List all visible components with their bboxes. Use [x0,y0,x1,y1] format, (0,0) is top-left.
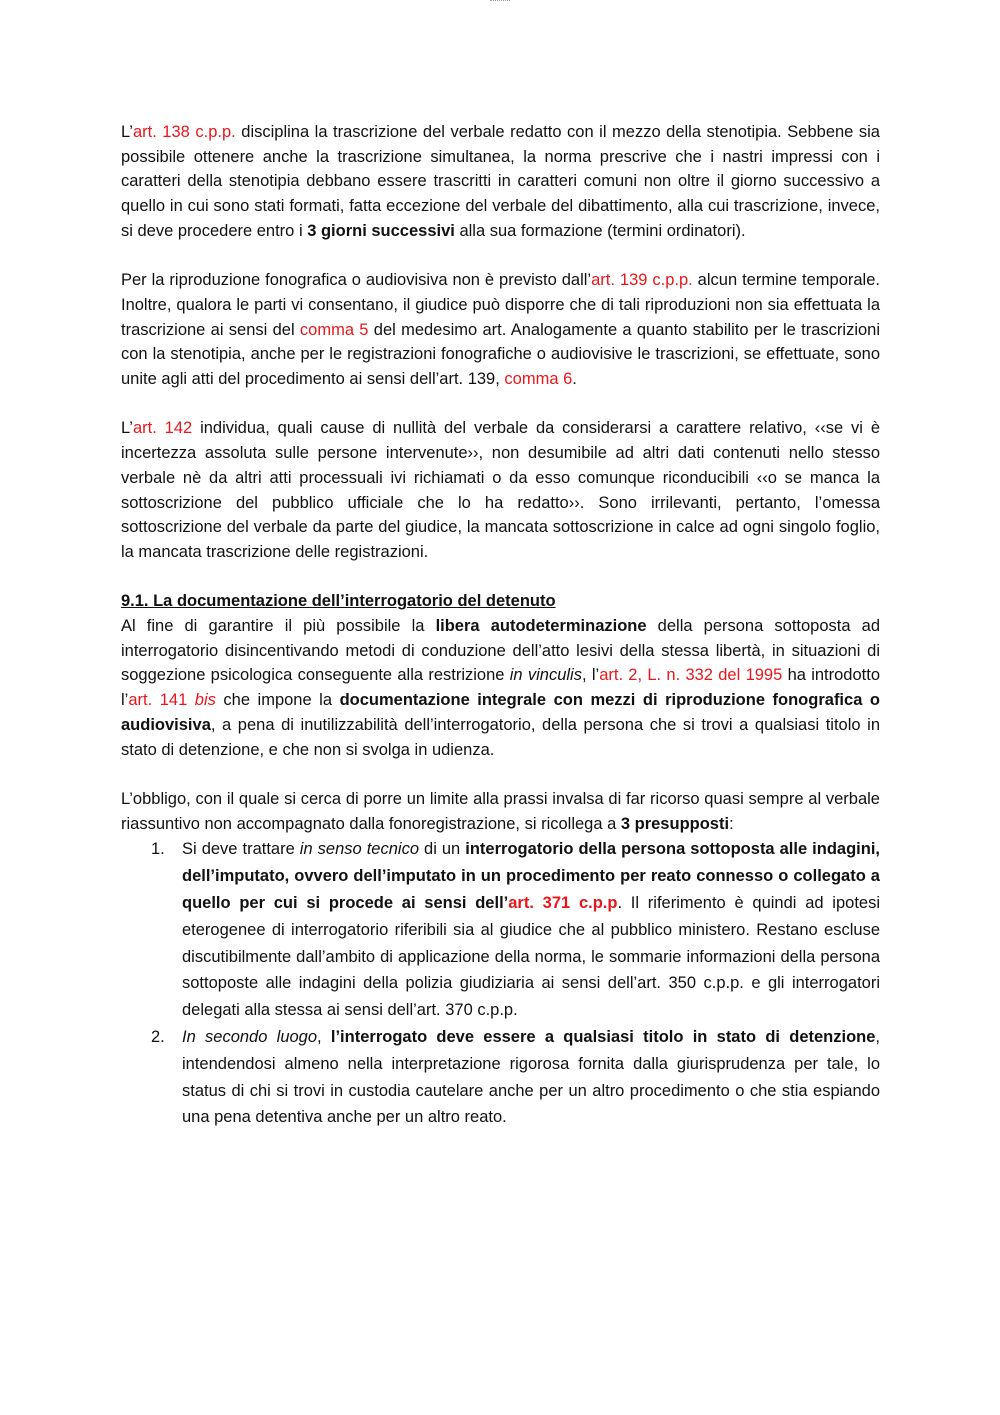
text: , l’ [581,666,600,685]
legal-reference-link: comma 5 [299,320,369,339]
bold-text: l’interrogato deve essere a qualsiasi titolo in stato di detenzione [330,1027,876,1046]
italic-text: in senso tecnico [299,840,419,859]
italic-text: In secondo luogo [182,1027,318,1046]
text: L’ [121,123,133,141]
legal-reference-link: art. 138 c.p.p. [132,123,236,141]
presupposti-list [121,836,880,1131]
list-number: 2. [151,1027,165,1046]
legal-reference-link: art. 141 [128,691,195,710]
bold-text: 3 presupposti [620,814,730,833]
text: : [729,814,734,833]
text: Al fine di garantire il più possibile la [121,617,436,636]
legal-reference-link: art. 2, L. n. 332 del 1995 [599,666,783,685]
text: di un [419,840,466,859]
bold-text: documentazione integrale con mezzi di riproduzione fonografica o audiovisiva [121,691,880,734]
legal-reference-italic: bis [194,691,216,710]
text: Si deve trattare [182,840,300,859]
list-number: 1. [151,840,165,859]
paragraph-art-138 [121,120,880,244]
paragraph-obbligo [121,787,880,836]
legal-reference-link: art. 371 c.p.p [508,893,618,912]
list-item [121,1024,880,1131]
legal-reference-link: art. 139 c.p.p. [591,271,693,290]
text: L’ [121,419,133,438]
page-header-mark [490,0,510,4]
section-heading: 9.1. La documentazione dell’interrogatorio del detenuto [121,592,556,611]
text: individua, quali cause di nullità del verbale da considerarsi a carattere relativo, ‹‹se vi è incertezza assoluta sulle persone intervenute››, non desumibile ad altri dati contenuti nello stesso verbale nè da altri atti processuali ivi richiamati o da esso comunque riconducibili ‹‹o se manca la sottoscrizione del pubblico ufficiale che lo ha redatto››. Sono irrilevanti, pertanto, l’omessa sottoscrizione del verbale da parte del giudice, la mancata sottoscrizione in calce ad ogni singolo foglio, la mancata trascrizione delle registrazioni. [121,419,880,561]
paragraph-art-141-bis [121,614,880,762]
text: Per la riproduzione fonografica o audiovisiva non è previsto dall’ [121,271,592,290]
text: che impone la [215,691,340,710]
text: , a pena di inutilizzabilità dell’interrogatorio, della persona che si trovi a qualsiasi titolo in stato di detenzione, e che non si svolga in udienza. [121,715,880,759]
bold-text: libera autodeterminazione [435,617,647,636]
text: disciplina la trascrizione del verbale redatto con il mezzo della stenotipia. Sebbene sia possibile ottenere anche la trascrizione simultanea, la norma prescrive che i nastri impressi con i caratteri della stenotipia debbano essere trascritti in caratteri comuni non oltre il giorno successivo a quello in cui sono stati formati, fatta eccezione del verbale del dibattimento, alla cui trascrizione, invece, si deve procedere entro i [121,123,880,240]
list-item [121,836,880,1024]
text: . Il riferimento è quindi ad ipotesi eterogenee di interrogatorio riferibili sia al giudice che al pubblico ministero. Restano escluse discutibilmente dall’ambito di applicazione della norma, le sommarie informazioni della persona sottoposte alle indagini della polizia giudiziaria ai sensi dell’art. 350 c.p.p. e gli interrogatori delegati alla stessa ai sensi dell’art. 370 c.p.p. [182,893,880,1020]
text: alla sua formazione (termini ordinatori). [454,221,746,240]
text: L’obbligo, con il quale si cerca di porre un limite alla prassi invalsa di far ricorso quasi sempre al verbale riassuntivo non accompagnato dalla fonoregistrazione, si ricollega a [121,789,880,833]
document-body [121,120,880,1131]
text: ha introdotto l’ [121,666,880,710]
legal-reference-link: comma 6 [504,370,573,389]
bold-text: 3 giorni successivi [307,221,455,240]
italic-text: in vinculis [509,666,582,685]
paragraph-art-139 [121,268,880,392]
legal-reference-link: art. 142 [132,419,193,438]
text: , intendendosi almeno nella interpretazione rigorosa fornita dalla giurisprudenza per tale, lo status di chi si trovi in custodia cautelare anche per un altro procedimento o che stia espiando una pena detentiva anche per un altro reato. [182,1027,881,1127]
text: . [572,370,577,389]
text: del medesimo art. Analogamente a quanto stabilito per le trascrizioni con la stenotipia, anche per le registrazioni fonografiche o audiovisive le trascrizioni, se effettuate, sono unite agli atti del procedimento ai sensi dell’art. 139, [121,320,880,389]
bold-text: interrogatorio della persona sottoposta alle indagini, dell’imputato, ovvero dell’imputato in un procedimento per reato connesso o collegato a quello per cui si procede ai sensi dell’ [182,840,881,912]
text: , [317,1027,331,1046]
text: alcun termine temporale. Inoltre, qualora le parti vi consentano, il giudice può disporre che di tali riproduzioni non sia effettuata la trascrizione ai sensi del [121,271,880,339]
paragraph-art-142 [121,416,880,564]
text: della persona sottoposta ad interrogatorio disincentivando metodi di conduzione dell’atto lesivi della stessa libertà, in situazioni di soggezione psicologica conseguente alla restrizione [121,617,880,685]
